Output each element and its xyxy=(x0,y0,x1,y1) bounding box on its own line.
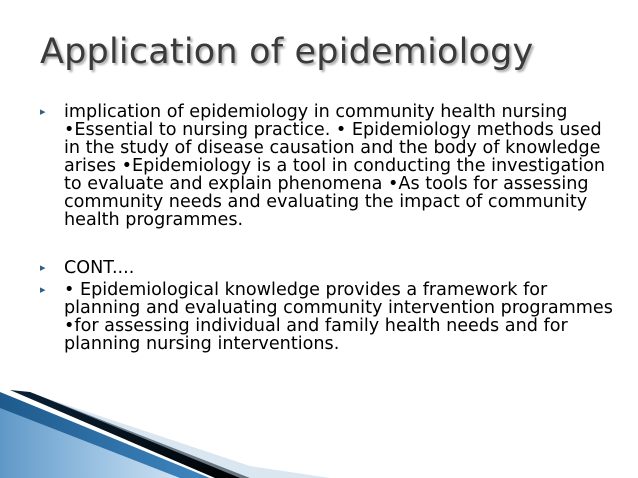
slide-title: Application of epidemiology xyxy=(40,32,534,72)
bullet-item xyxy=(40,103,620,229)
triangle-bullet-icon: ▸ xyxy=(40,261,46,274)
bullet-text: implication of epidemiology in community health nursing •Essential to nursing practice. • Epidemiology methods used in the study of disease causation and the body of knowledge arises •Epidemiology is a tool in conducting the investigation to evaluate and explain phenomena •As tools for assessing community needs and evaluating the impact of community health programmes. xyxy=(64,102,605,230)
triangle-bullet-icon: ▸ xyxy=(40,283,46,296)
bullet-text: • Epidemiological knowledge provides a framework for planning and evaluating community intervention programmes •for assessing individual and family health needs and for planning nursing interventions. xyxy=(64,280,613,354)
slide-body xyxy=(40,103,620,353)
cont-label: CONT.... xyxy=(64,258,135,278)
bullet-text xyxy=(64,259,620,277)
bullet-item xyxy=(40,281,620,353)
triangle-bullet-icon: ▸ xyxy=(40,105,46,118)
bullet-item xyxy=(40,259,620,277)
